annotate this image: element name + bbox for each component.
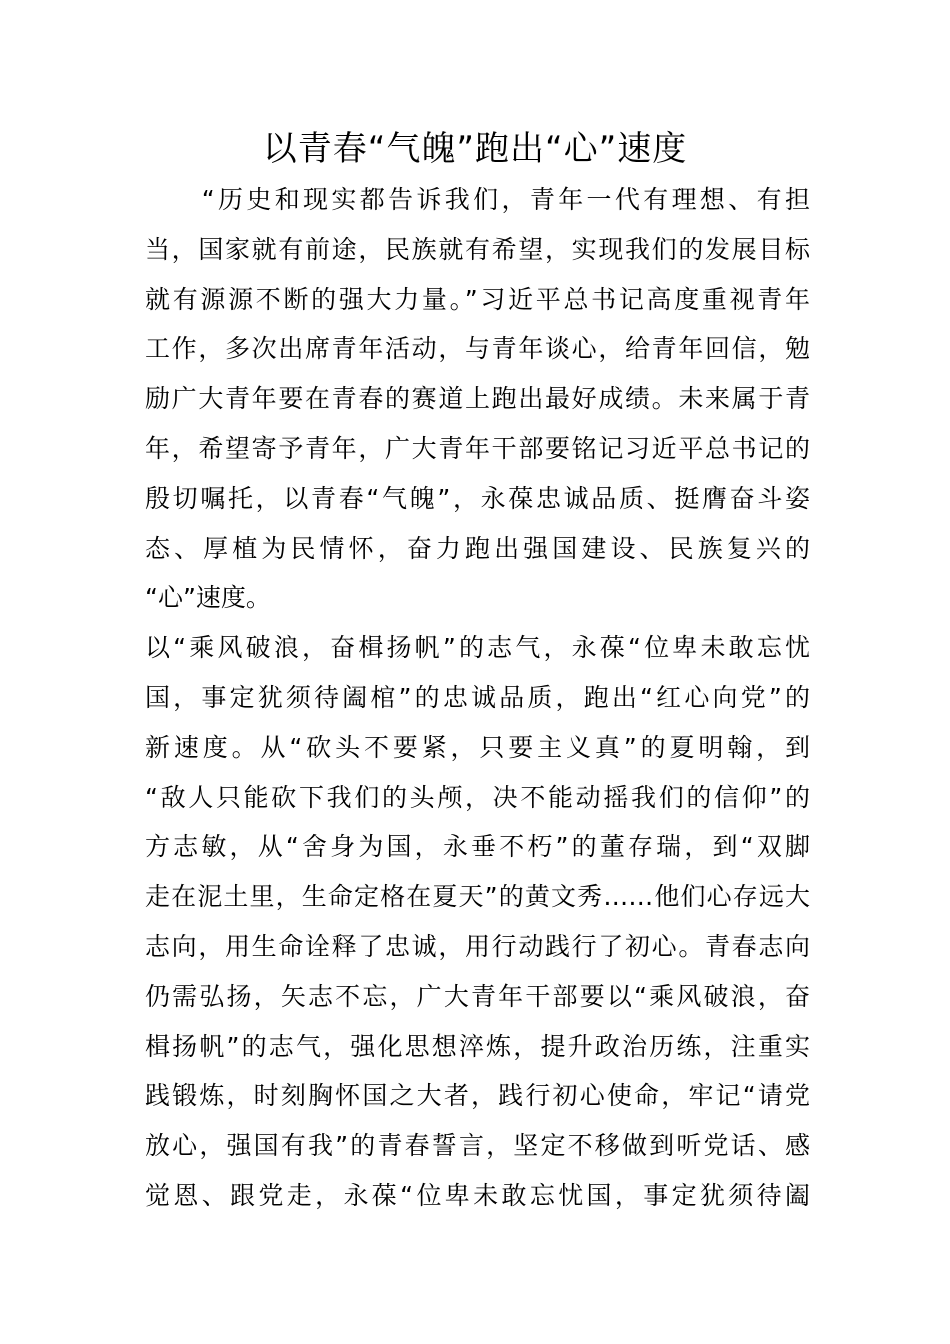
paragraph-line: 新速度。从“砍头不要紧，只要主义真”的夏明翰，到	[145, 732, 810, 762]
paragraph-line: 工作，多次出席青年活动，与青年谈心，给青年回信，勉	[145, 334, 810, 364]
paragraph-line: “敌人只能砍下我们的头颅，决不能动摇我们的信仰”的	[145, 782, 810, 812]
paragraph-line: 放心，强国有我”的青春誓言，坚定不移做到听党话、感	[145, 1131, 810, 1161]
paragraph-line: 走在泥土里，生命定格在夏天”的黄文秀……他们心存远大	[145, 882, 810, 912]
paragraph-line: 方志敏，从“舍身为国，永垂不朽”的董存瑞，到“双脚	[145, 832, 810, 862]
paragraph-line: 志向，用生命诠释了忠诚，用行动践行了初心。青春志向	[145, 932, 810, 961]
document-title: 以青春“气魄”跑出“心”速度	[262, 129, 688, 169]
paragraph-line: 励广大青年要在青春的赛道上跑出最好成绩。未来属于青	[145, 384, 810, 414]
paragraph-line: 国，事定犹须待阖棺”的忠诚品质，跑出“红心向党”的	[145, 683, 810, 712]
paragraph-line: 以“乘风破浪，奋楫扬帆”的志气，永葆“位卑未敢忘忧	[145, 633, 810, 663]
paragraph-line: “历史和现实都告诉我们，青年一代有理想、有担	[145, 185, 810, 214]
paragraph-line: 殷切嘱托，以青春“气魄”，永葆忠诚品质、挺膺奋斗姿	[145, 483, 810, 513]
paragraph-line: 就有源源不断的强大力量。”习近平总书记高度重视青年	[145, 284, 810, 314]
paragraph-line: 当，国家就有前途，民族就有希望，实现我们的发展目标	[145, 234, 810, 264]
paragraph-line: 践锻炼，时刻胸怀国之大者，践行初心使命，牢记“请党	[145, 1081, 810, 1111]
paragraph-line: 仍需弘扬，矢志不忘，广大青年干部要以“乘风破浪，奋	[145, 981, 810, 1011]
paragraph-line: 觉恩、跟党走，永葆“位卑未敢忘忧国，事定犹须待阖	[145, 1181, 810, 1210]
paragraph-line: 楫扬帆”的志气，强化思想淬炼，提升政治历练，注重实	[145, 1031, 810, 1061]
paragraph-line: “心”速度。	[145, 583, 271, 613]
paragraph-line: 态、厚植为民情怀，奋力跑出强国建设、民族复兴的	[145, 533, 810, 563]
paragraph-line: 年，希望寄予青年，广大青年干部要铭记习近平总书记的	[145, 434, 810, 463]
